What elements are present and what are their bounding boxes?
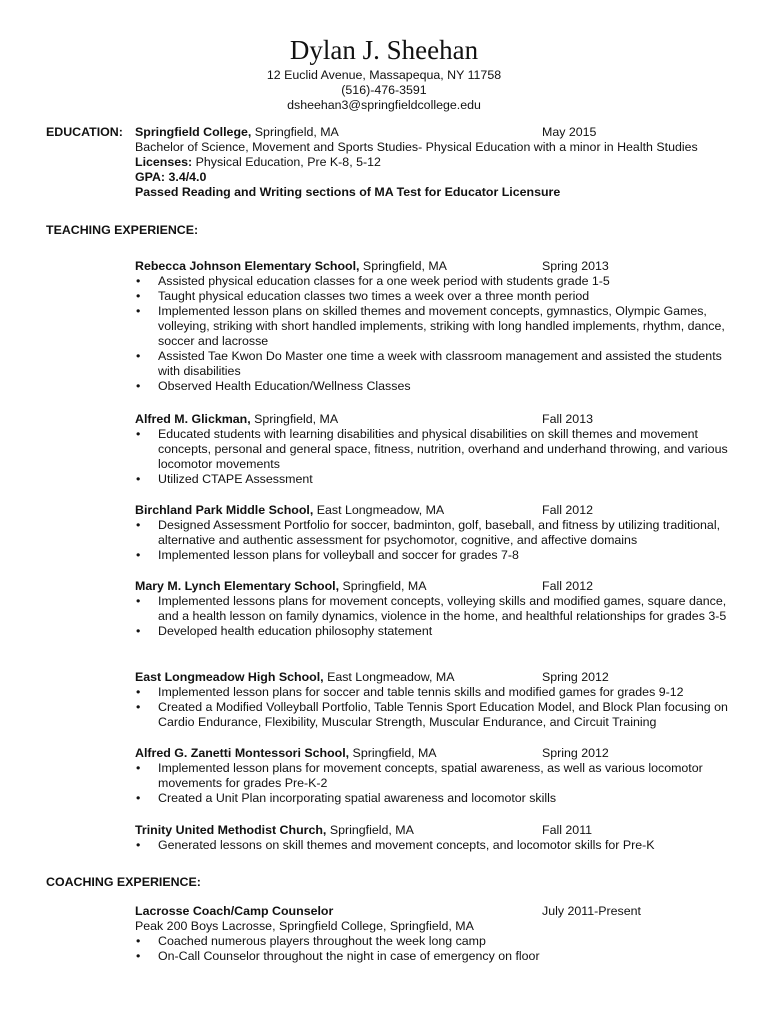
job-date: Fall 2011 bbox=[542, 823, 593, 837]
job-bullets bbox=[135, 274, 735, 394]
job-org: Alfred M. Glickman, bbox=[135, 412, 251, 426]
education-school-row bbox=[135, 125, 735, 140]
bullet-item: • Implemented lesson plans for soccer and table tennis skills and modified games for grades 9-12 bbox=[135, 685, 735, 700]
job-header bbox=[135, 823, 735, 838]
job-header bbox=[135, 746, 735, 761]
job-entry bbox=[135, 259, 735, 394]
job-date: Fall 2012 bbox=[542, 503, 593, 517]
job-org: Alfred G. Zanetti Montessori School, bbox=[135, 746, 350, 760]
bullet-item: • Implemented lesson plans for volleyball and soccer for grades 7-8 bbox=[135, 548, 735, 563]
education-heading: EDUCATION: bbox=[46, 125, 123, 139]
job-date: Spring 2012 bbox=[542, 670, 609, 684]
job-bullets bbox=[135, 685, 735, 730]
bullet-item: • On-Call Counselor throughout the night in case of emergency on floor bbox=[135, 949, 735, 964]
bullet-item: • Created a Unit Plan incorporating spatial awareness and locomotor skills bbox=[135, 791, 735, 806]
job-date: Spring 2012 bbox=[542, 746, 609, 760]
job-org: Trinity United Methodist Church, bbox=[135, 823, 327, 837]
job-header bbox=[135, 503, 735, 518]
coaching-heading: COACHING EXPERIENCE: bbox=[46, 875, 201, 889]
teaching-heading: TEACHING EXPERIENCE: bbox=[46, 223, 199, 237]
job-date: Fall 2012 bbox=[542, 579, 593, 593]
job-entry bbox=[135, 579, 735, 639]
address: 12 Euclid Avenue, Massapequa, NY 11758 bbox=[266, 68, 502, 82]
resume-header bbox=[0, 34, 768, 113]
job-location: Springfield, MA bbox=[326, 823, 414, 837]
email: dsheehan3@springfieldcollege.edu bbox=[287, 98, 481, 112]
bullet-item: • Assisted Tae Kwon Do Master one time a week with classroom management and assisted the students with disabilities bbox=[135, 349, 735, 379]
coaching-bullets bbox=[135, 934, 735, 964]
job-location: East Longmeadow, MA bbox=[313, 503, 445, 517]
job-entry bbox=[135, 823, 735, 853]
job-date: Spring 2013 bbox=[542, 259, 609, 273]
candidate-name: Dylan J. Sheehan bbox=[289, 35, 479, 65]
job-location: Springfield, MA bbox=[349, 746, 437, 760]
job-org: Mary M. Lynch Elementary School, bbox=[135, 579, 340, 593]
bullet-item: • Implemented lessons plans for movement concepts, volleying skills and modified games, square dance, and a health lesson on family dynamics, violence in the home, and healthful relationships for grades 3-5 bbox=[135, 594, 735, 624]
job-location: Springfield, MA bbox=[250, 412, 339, 426]
bullet-item: • Generated lessons on skill themes and movement concepts, and locomotor skills for Pre-K bbox=[135, 838, 735, 853]
school-location: Springfield, MA bbox=[251, 125, 339, 139]
phone: (516)-476-3591 bbox=[341, 83, 427, 97]
job-entry bbox=[135, 412, 735, 487]
bullet-item: • Designed Assessment Portfolio for soccer, badminton, golf, baseball, and fitness by utilizing traditional, alternative and authentic assessment for psychomotor, cognitive, and affective domains bbox=[135, 518, 735, 548]
licensure-tests: Passed Reading and Writing sections of MA Test for Educator Licensure bbox=[135, 185, 561, 199]
job-bullets bbox=[135, 518, 735, 563]
coaching-date: July 2011-Present bbox=[542, 904, 641, 918]
job-entry bbox=[135, 503, 735, 563]
coaching-entry bbox=[135, 904, 735, 964]
bullet-item: • Utilized CTAPE Assessment bbox=[135, 472, 735, 487]
gpa: GPA: 3.4/4.0 bbox=[135, 170, 207, 184]
school-name: Springfield College, bbox=[135, 125, 252, 139]
bullet-item: • Assisted physical education classes for a one week period with students grade 1-5 bbox=[135, 274, 735, 289]
job-org: East Longmeadow High School, bbox=[135, 670, 324, 684]
job-header bbox=[135, 579, 735, 594]
job-date: Fall 2013 bbox=[542, 412, 593, 426]
job-location: East Longmeadow, MA bbox=[323, 670, 455, 684]
bullet-item: • Taught physical education classes two times a week over a three month period bbox=[135, 289, 735, 304]
bullet-item: • Coached numerous players throughout the week long camp bbox=[135, 934, 735, 949]
job-bullets bbox=[135, 427, 735, 487]
bullet-item: • Observed Health Education/Wellness Classes bbox=[135, 379, 735, 394]
licenses-value: Physical Education, Pre K-8, 5-12 bbox=[192, 155, 381, 169]
job-bullets bbox=[135, 761, 735, 806]
graduation-date: May 2015 bbox=[542, 125, 597, 139]
licenses-label: Licenses: bbox=[135, 155, 193, 169]
job-entry bbox=[135, 746, 735, 806]
bullet-item: • Implemented lesson plans for movement concepts, spatial awareness, as well as various locomotor movements for grades Pre-K-2 bbox=[135, 761, 735, 791]
bullet-item: • Educated students with learning disabilities and physical disabilities on skill themes and movement concepts, personal and general space, fitness, nutrition, overhand and underhand throwing, and various locomotor movements bbox=[135, 427, 735, 472]
job-header bbox=[135, 259, 735, 274]
job-entry bbox=[135, 670, 735, 730]
degree: Bachelor of Science, Movement and Sports Studies- Physical Education with a minor in Health Studies bbox=[135, 140, 698, 154]
job-header bbox=[135, 412, 735, 427]
job-location: Springfield, MA bbox=[339, 579, 427, 593]
licenses bbox=[135, 155, 735, 170]
education-block bbox=[135, 125, 735, 200]
job-org: Birchland Park Middle School, bbox=[135, 503, 314, 517]
job-location: Springfield, MA bbox=[359, 259, 447, 273]
bullet-item: • Created a Modified Volleyball Portfolio, Table Tennis Sport Education Model, and Block Plan focusing on Cardio Endurance, Flexibility, Muscular Strength, Muscular Endurance, and Circuit Training bbox=[135, 700, 735, 730]
job-bullets bbox=[135, 594, 735, 639]
job-header bbox=[135, 670, 735, 685]
coaching-header bbox=[135, 904, 735, 919]
bullet-item: • Implemented lesson plans on skilled themes and movement concepts, gymnastics, Olympic Games, volleying, striking with short handled implements, striking with long handled implements, rhythm, dance, soccer and lacrosse bbox=[135, 304, 735, 349]
job-bullets bbox=[135, 838, 735, 853]
coaching-org: Peak 200 Boys Lacrosse, Springfield College, Springfield, MA bbox=[135, 919, 474, 933]
job-org: Rebecca Johnson Elementary School, bbox=[135, 259, 360, 273]
bullet-item: • Developed health education philosophy statement bbox=[135, 624, 735, 639]
coaching-title: Lacrosse Coach/Camp Counselor bbox=[135, 904, 334, 918]
